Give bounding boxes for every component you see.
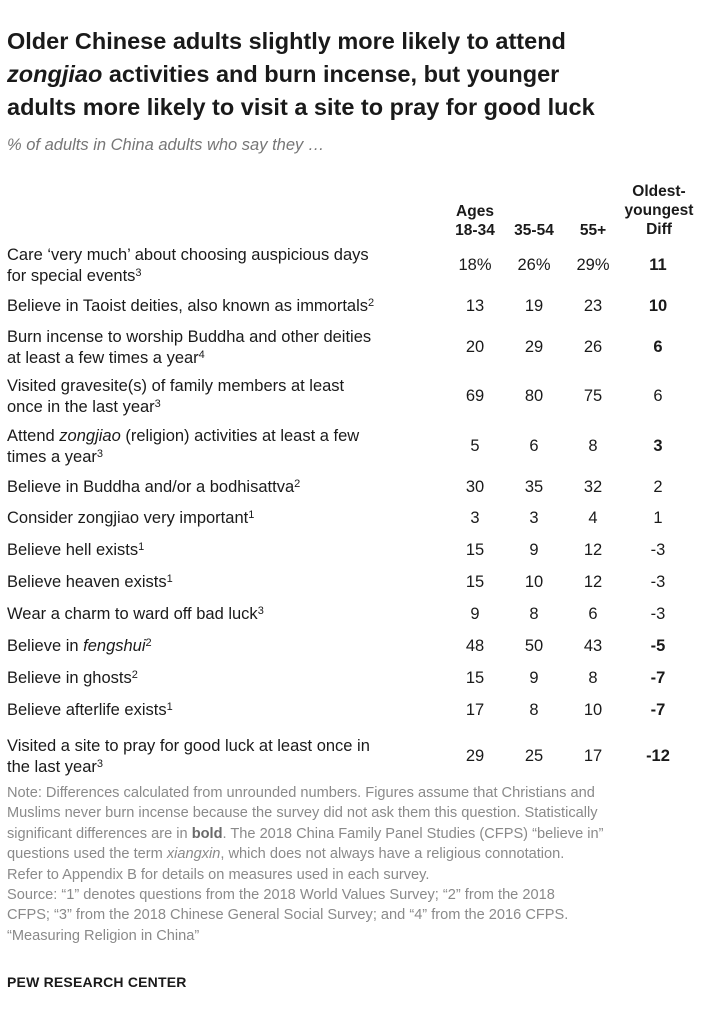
row-value-col2: 8: [529, 605, 539, 623]
note-line: Muslims never burn incense because the survey did not ask them this question. Statistically: [7, 805, 598, 822]
row-value-col3: 4: [588, 509, 598, 527]
row-value-col3: 75: [583, 387, 603, 405]
row-value-col3: 12: [583, 573, 603, 591]
row-label: Wear a charm to ward off bad luck$^3$: [7, 605, 264, 623]
row-value-col1: 18%: [458, 256, 492, 274]
row-label: Believe in ghosts$^2$: [7, 669, 138, 687]
row-value-col2: 29: [524, 338, 544, 356]
title-line: zongjiao activities and burn incense, but younger: [7, 61, 560, 87]
row-value-col1: 9: [470, 605, 480, 623]
row-value-col3: 32: [583, 478, 603, 496]
row-value-col2: 3: [529, 509, 539, 527]
row-value-col1: 30: [465, 478, 485, 496]
row-diff: 2: [653, 478, 663, 496]
row-label: Attend zongjiao (religion) activities at least a few times a year$^3$: [7, 427, 360, 466]
row-value-col1: 20: [465, 338, 485, 356]
row-value-col2: 9: [529, 541, 539, 559]
row-value-col1: 29: [465, 747, 485, 765]
chart-note: [7, 783, 705, 946]
row-value-col2: 9: [529, 669, 539, 687]
row-diff: -7: [650, 669, 666, 687]
header-diff-line: youngest: [624, 202, 694, 219]
row-label: Believe in Taoist deities, also known as immortals$^2$: [7, 297, 375, 315]
note-line: questions used the term xiangxin, which does not always have a religious connotation.: [7, 846, 565, 863]
header-col2: 35-54: [514, 222, 554, 239]
row-label: Visited a site to pray for good luck at least once in the last year$^3$: [7, 737, 370, 776]
row-value-col1: 48: [465, 637, 485, 655]
row-value-col1: 15: [465, 541, 485, 559]
row-value-col1: 17: [465, 701, 485, 719]
row-value-col1: 69: [465, 387, 485, 405]
header-diff-line: Oldest-: [632, 183, 686, 200]
row-diff: 6: [653, 338, 663, 356]
row-value-col3: 8: [588, 437, 598, 455]
row-label: Care ‘very much’ about choosing auspicious days for special events$^3$: [7, 246, 369, 285]
row-value-col2: 19: [524, 297, 544, 315]
note-line: “Measuring Religion in China”: [7, 927, 200, 944]
title-line: adults more likely to visit a site to pray for good luck: [7, 94, 595, 120]
row-value-col1: 3: [470, 509, 480, 527]
header-diff-line: Diff: [646, 221, 672, 238]
row-value-col1: 5: [470, 437, 480, 455]
header-col1: 18-34: [455, 222, 495, 239]
row-diff: 10: [648, 297, 668, 315]
row-diff: -3: [650, 573, 666, 591]
note-line: Refer to Appendix B for details on measures used in each survey.: [7, 866, 430, 883]
row-diff: -12: [646, 747, 670, 765]
row-value-col3: 29%: [576, 256, 610, 274]
header-col3: 55+: [579, 222, 607, 239]
row-value-col1: 15: [465, 669, 485, 687]
row-label: Visited gravesite(s) of family members at least once in the last year$^3$: [7, 377, 345, 416]
row-value-col2: 50: [524, 637, 544, 655]
row-value-col3: 17: [583, 747, 603, 765]
row-diff: 1: [653, 509, 663, 527]
note-line: Source: “1” denotes questions from the 2018 World Values Survey; “2” from the 2018: [7, 887, 555, 904]
row-value-col2: 10: [524, 573, 544, 591]
row-label: Believe afterlife exists$^1$: [7, 701, 173, 719]
row-diff: -3: [650, 541, 666, 559]
footer-source: PEW RESEARCH CENTER: [7, 974, 187, 990]
row-value-col3: 26: [583, 338, 603, 356]
row-value-col3: 23: [583, 297, 603, 315]
chart-title: [7, 25, 705, 124]
note-line: significant differences are in bold. The 2018 China Family Panel Studies (CFPS) “believe in”: [7, 825, 604, 842]
row-diff: 6: [653, 387, 663, 405]
row-value-col2: 26%: [517, 256, 551, 274]
note-line: CFPS; “3” from the 2018 Chinese General Social Survey; and “4” from the 2016 CFPS.: [7, 907, 569, 924]
row-value-col2: 35: [524, 478, 544, 496]
row-value-col2: 6: [529, 437, 539, 455]
row-value-col1: 15: [465, 573, 485, 591]
row-label: Consider zongjiao very important$^1$: [7, 509, 255, 527]
row-label: Believe in fengshui$^2$: [7, 637, 152, 655]
row-label: Burn incense to worship Buddha and other deities at least a few times a year$^4$: [7, 328, 372, 367]
row-value-col2: 80: [524, 387, 544, 405]
row-diff: 11: [649, 256, 667, 274]
row-label: Believe in Buddha and/or a bodhisattva$^2$: [7, 478, 301, 496]
row-value-col3: 8: [588, 669, 598, 687]
row-value-col3: 12: [583, 541, 603, 559]
row-value-col2: 25: [524, 747, 544, 765]
header-diff: [622, 182, 696, 239]
title-line: Older Chinese adults slightly more likely to attend: [7, 28, 566, 54]
row-diff: -5: [650, 637, 666, 655]
row-diff: -7: [650, 701, 666, 719]
row-value-col3: 6: [588, 605, 598, 623]
row-value-col2: 8: [529, 701, 539, 719]
note-line: Note: Differences calculated from unrounded numbers. Figures assume that Christians and: [7, 785, 595, 801]
header-ages: [450, 202, 500, 240]
header-ages-label: Ages: [456, 203, 494, 220]
row-value-col1: 13: [465, 297, 485, 315]
row-diff: 3: [653, 437, 663, 455]
row-diff: -3: [650, 605, 666, 623]
chart-subtitle: % of adults in China adults who say they …: [7, 136, 325, 154]
row-label: Believe heaven exists$^1$: [7, 573, 173, 591]
row-label: Believe hell exists$^1$: [7, 541, 145, 559]
row-value-col3: 10: [583, 701, 603, 719]
row-value-col3: 43: [583, 637, 603, 655]
